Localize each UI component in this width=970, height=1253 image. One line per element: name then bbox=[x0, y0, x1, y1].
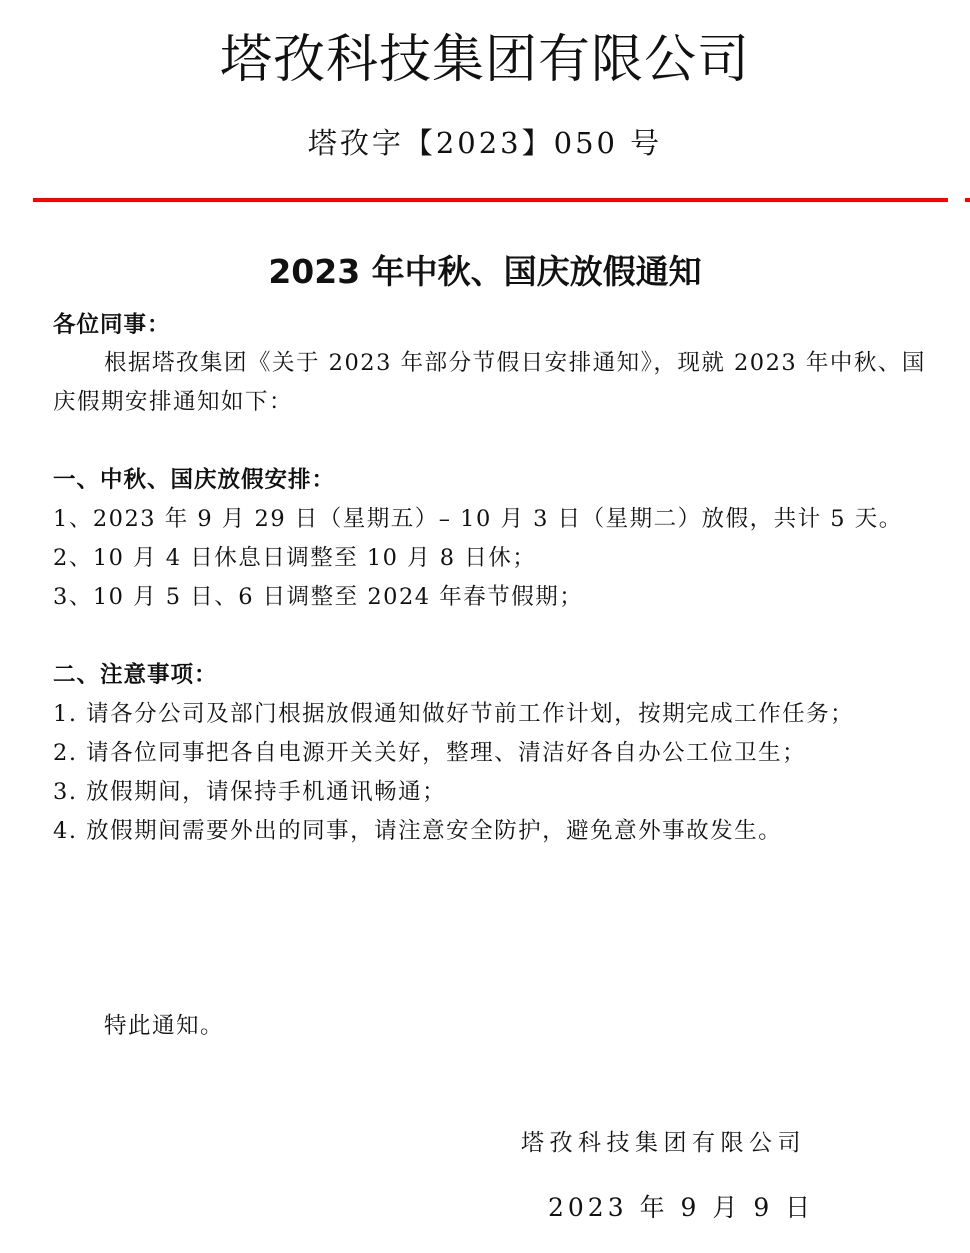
notice-heading: 2023 年中秋、国庆放假通知 bbox=[268, 252, 702, 291]
red-header-rule bbox=[33, 198, 948, 202]
section-1-item: 1、2023 年 9 月 29 日（星期五）– 10 月 3 日（星期二）放假，共计 5 天。 bbox=[53, 506, 903, 532]
section-2-item: 4. 放假期间需要外出的同事，请注意安全防护，避免意外事故发生。 bbox=[53, 818, 783, 844]
company-title: 塔孜科技集团有限公司 bbox=[219, 30, 750, 90]
section-2-item: 2. 请各位同事把各自电源开关关好，整理、清洁好各自办公工位卫生； bbox=[53, 740, 807, 766]
closing-text: 特此通知。 bbox=[104, 1013, 225, 1039]
salutation: 各位同事： bbox=[53, 312, 171, 338]
section-2-item: 3. 放假期间，请保持手机通讯畅通； bbox=[53, 779, 447, 805]
intro-line-2: 庆假期安排通知如下： bbox=[53, 389, 294, 415]
section-1-item: 2、10 月 4 日休息日调整至 10 月 8 日休； bbox=[53, 545, 537, 571]
intro-line-1: 根据塔孜集团《关于 2023 年部分节假日安排通知》，现就 2023 年中秋、国 bbox=[104, 350, 926, 376]
signature-company: 塔孜科技集团有限公司 bbox=[521, 1130, 806, 1156]
signature-date: 2023 年 9 月 9 日 bbox=[548, 1193, 815, 1222]
section-2-title: 二、注意事项： bbox=[53, 662, 218, 688]
document-number: 塔孜字【2023】050 号 bbox=[307, 126, 663, 160]
section-2-item: 1. 请各分公司及部门根据放假通知做好节前工作计划，按期完成工作任务； bbox=[53, 701, 855, 727]
section-1-item: 3、10 月 5 日、6 日调整至 2024 年春节假期； bbox=[53, 584, 584, 610]
section-1-title: 一、中秋、国庆放假安排： bbox=[53, 467, 336, 493]
red-header-rule-tail bbox=[965, 198, 970, 202]
